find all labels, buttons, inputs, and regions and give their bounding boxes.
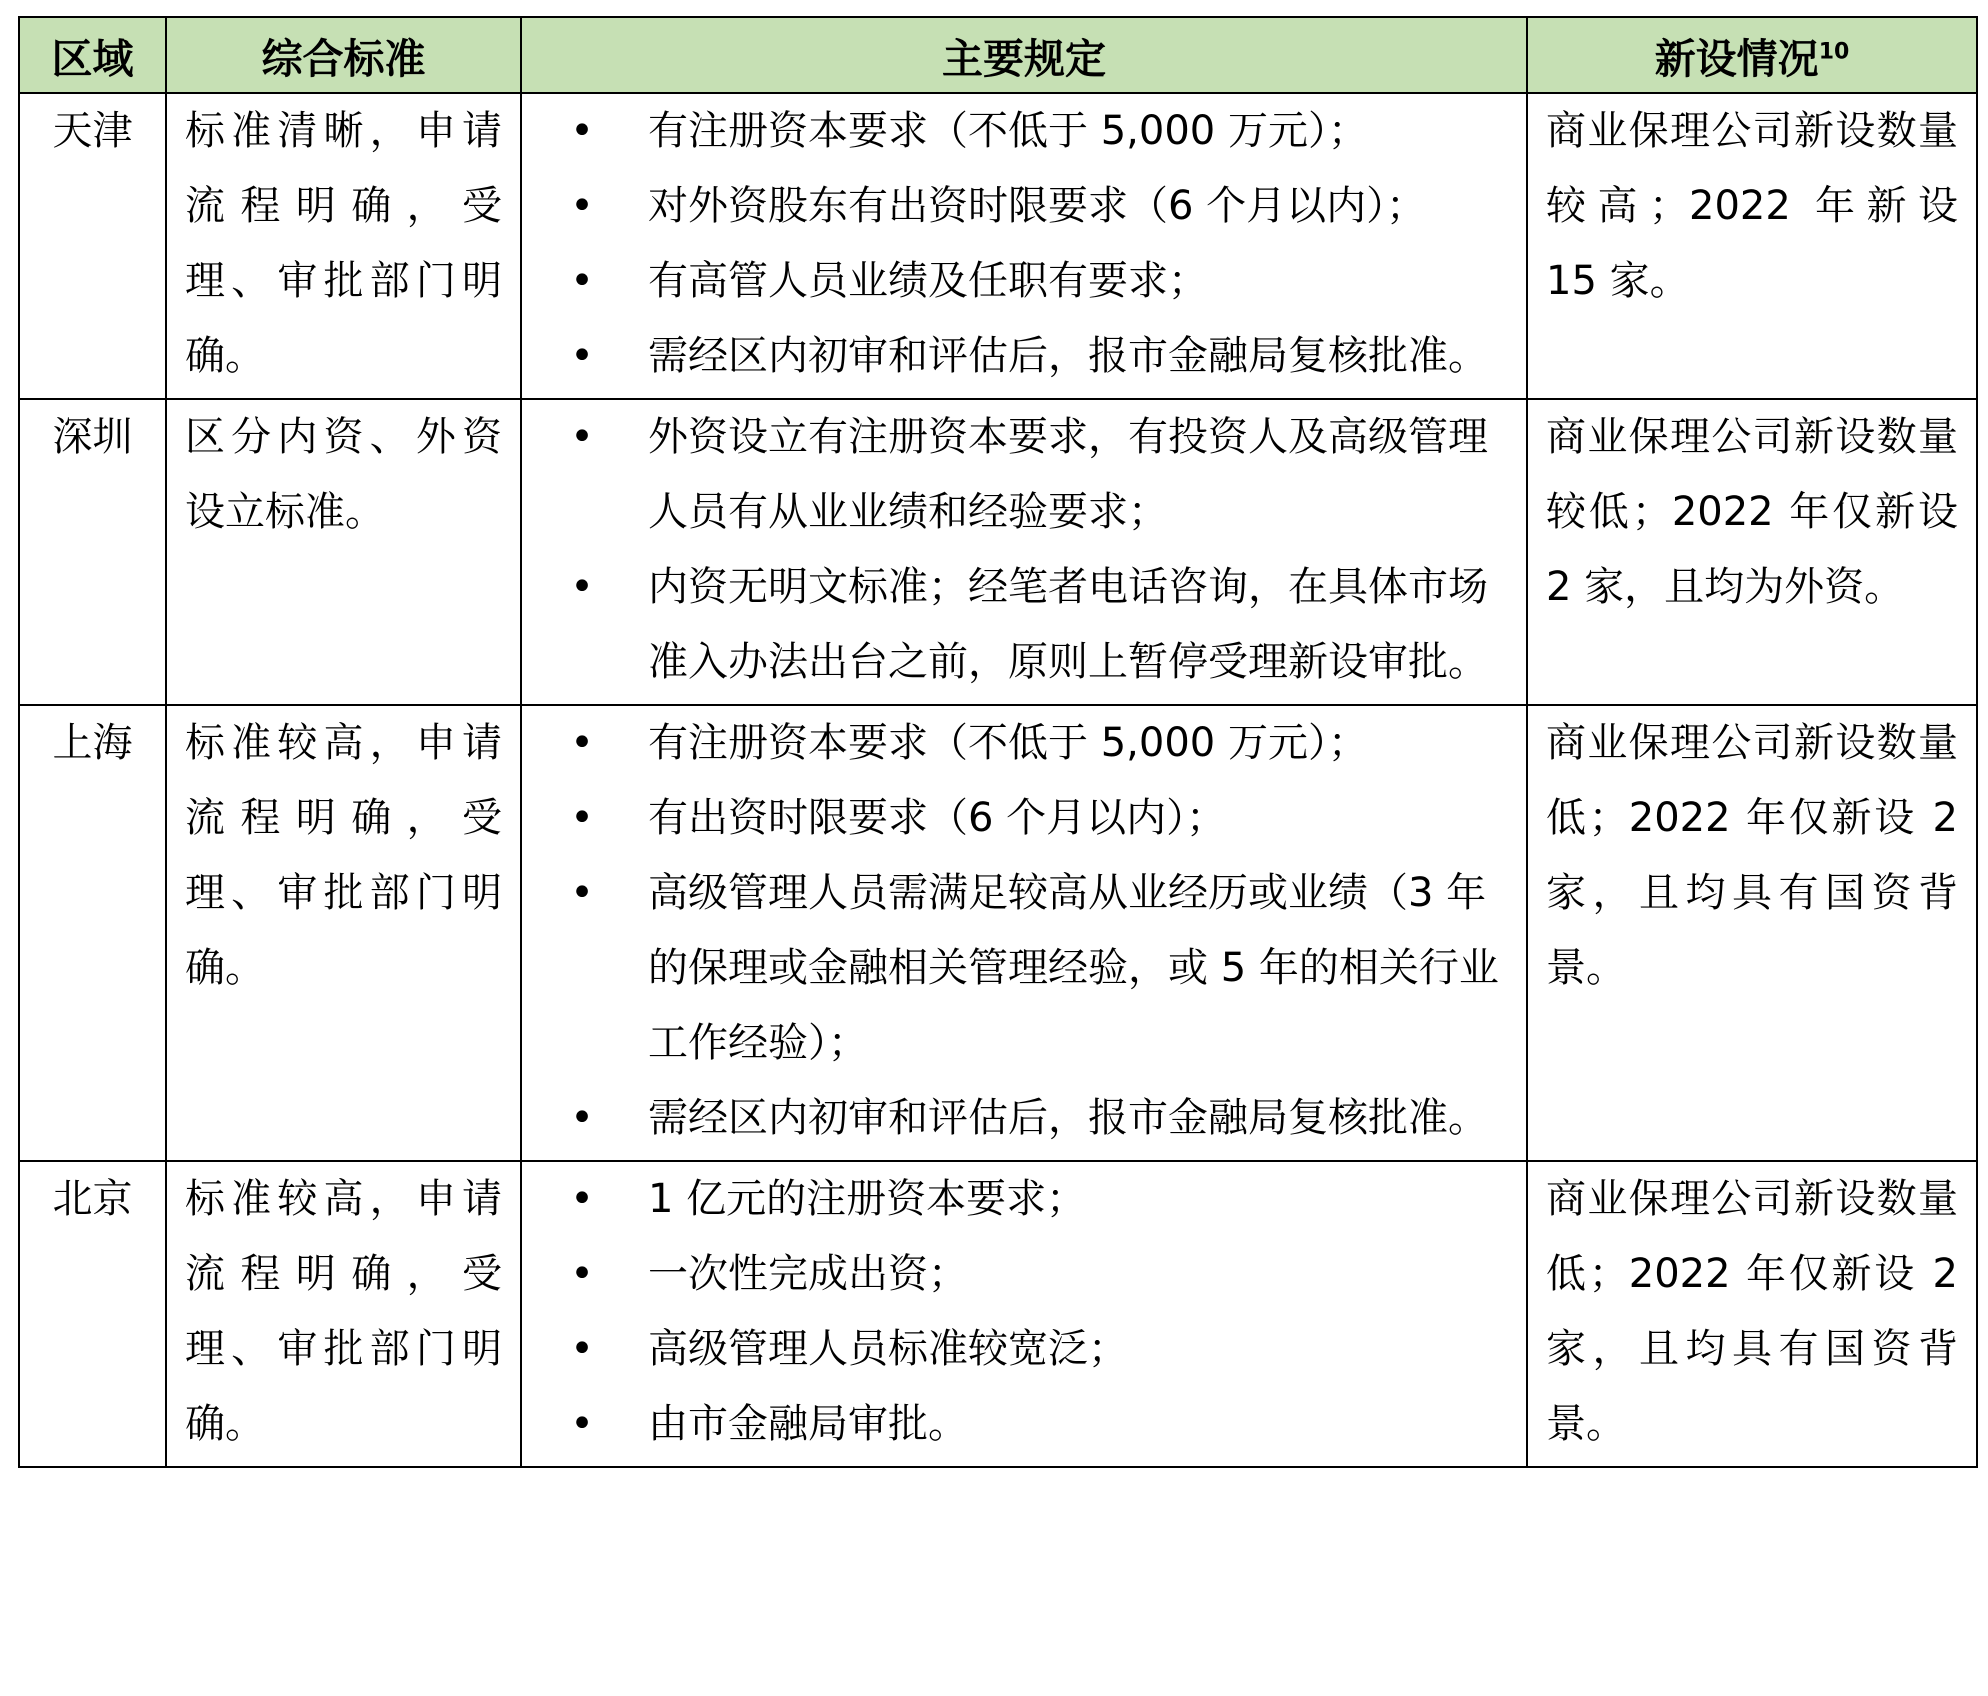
rule-text: 有出资时限要求（6 个月以内）；: [648, 795, 1227, 841]
table-body: [19, 93, 1977, 1467]
rule-item: [540, 1312, 1508, 1387]
rule-text: 对外资股东有出资时限要求（6 个月以内）；: [648, 183, 1427, 229]
table-row: [19, 93, 1977, 399]
bullet-icon: •: [570, 1401, 594, 1447]
header-standard: 综合标准: [166, 17, 521, 93]
bullet-icon: •: [570, 258, 594, 304]
rule-text: 有高管人员业绩及任职有要求；: [648, 258, 1208, 304]
bullet-icon: •: [570, 1095, 594, 1141]
region-cell: 上海: [19, 705, 166, 1161]
bullet-icon: •: [570, 870, 594, 916]
rule-item: [540, 1387, 1508, 1462]
status-cell: 商业保理公司新设数量较低；2022 年仅新设 2 家，且均为外资。: [1527, 399, 1977, 705]
status-cell: 商业保理公司新设数量低；2022 年仅新设 2 家，且均具有国资背景。: [1527, 1161, 1977, 1467]
rule-item: [540, 706, 1508, 781]
bullet-icon: •: [570, 795, 594, 841]
rule-text: 一次性完成出资；: [648, 1251, 968, 1297]
rules-cell: [521, 93, 1527, 399]
bullet-icon: •: [570, 183, 594, 229]
standard-cell: 区分内资、外资设立标准。: [166, 399, 521, 705]
rules-list: [540, 706, 1508, 1156]
bullet-icon: •: [570, 333, 594, 379]
comparison-table: [18, 16, 1978, 1468]
standard-cell: 标准清晰，申请流程明确，受理、审批部门明确。: [166, 93, 521, 399]
bullet-icon: •: [570, 720, 594, 766]
rule-item: [540, 1237, 1508, 1312]
rule-item: [540, 550, 1508, 700]
rule-text: 需经区内初审和评估后，报市金融局复核批准。: [648, 333, 1488, 379]
rule-item: [540, 1081, 1508, 1156]
rule-text: 需经区内初审和评估后，报市金融局复核批准。: [648, 1095, 1488, 1141]
bullet-icon: •: [570, 564, 594, 610]
region-cell: 天津: [19, 93, 166, 399]
rule-item: [540, 400, 1508, 550]
rule-item: [540, 94, 1508, 169]
rule-text: 内资无明文标准；经笔者电话咨询，在具体市场准入办法出台之前，原则上暂停受理新设审批。: [648, 564, 1488, 685]
bullet-icon: •: [570, 1176, 594, 1222]
rule-item: [540, 781, 1508, 856]
rules-cell: [521, 399, 1527, 705]
rule-text: 高级管理人员需满足较高从业经历或业绩（3 年的保理或金融相关管理经验，或 5 年的相关行业工作经验）；: [648, 870, 1499, 1066]
region-cell: 北京: [19, 1161, 166, 1467]
rule-text: 外资设立有注册资本要求，有投资人及高级管理人员有从业业绩和经验要求；: [648, 414, 1488, 535]
rules-list: [540, 400, 1508, 700]
standard-cell: 标准较高，申请流程明确，受理、审批部门明确。: [166, 705, 521, 1161]
standard-cell: 标准较高，申请流程明确，受理、审批部门明确。: [166, 1161, 521, 1467]
header-status-label: 新设情况: [1654, 34, 1819, 83]
status-cell: 商业保理公司新设数量低；2022 年仅新设 2 家，且均具有国资背景。: [1527, 705, 1977, 1161]
rule-text: 由市金融局审批。: [648, 1401, 968, 1447]
rules-cell: [521, 1161, 1527, 1467]
rule-text: 1 亿元的注册资本要求；: [648, 1176, 1087, 1222]
bullet-icon: •: [570, 414, 594, 460]
table-row: [19, 705, 1977, 1161]
rule-item: [540, 169, 1508, 244]
rules-cell: [521, 705, 1527, 1161]
bullet-icon: •: [570, 1326, 594, 1372]
header-region: 区域: [19, 17, 166, 93]
table-row: [19, 399, 1977, 705]
rules-list: [540, 94, 1508, 394]
rule-item: [540, 1162, 1508, 1237]
table-row: [19, 1161, 1977, 1467]
bullet-icon: •: [570, 1251, 594, 1297]
rule-text: 有注册资本要求（不低于 5,000 万元）；: [648, 108, 1368, 154]
region-cell: 深圳: [19, 399, 166, 705]
rules-list: [540, 1162, 1508, 1462]
rule-item: [540, 856, 1508, 1081]
header-status: [1527, 17, 1977, 93]
rule-text: 高级管理人员标准较宽泛；: [648, 1326, 1128, 1372]
footnote-marker: 10: [1818, 38, 1850, 64]
rule-item: [540, 319, 1508, 394]
status-cell: 商业保理公司新设数量较高；2022 年新设 15 家。: [1527, 93, 1977, 399]
header-row: [19, 17, 1977, 93]
bullet-icon: •: [570, 108, 594, 154]
rule-text: 有注册资本要求（不低于 5,000 万元）；: [648, 720, 1368, 766]
header-rules: 主要规定: [521, 17, 1527, 93]
rule-item: [540, 244, 1508, 319]
